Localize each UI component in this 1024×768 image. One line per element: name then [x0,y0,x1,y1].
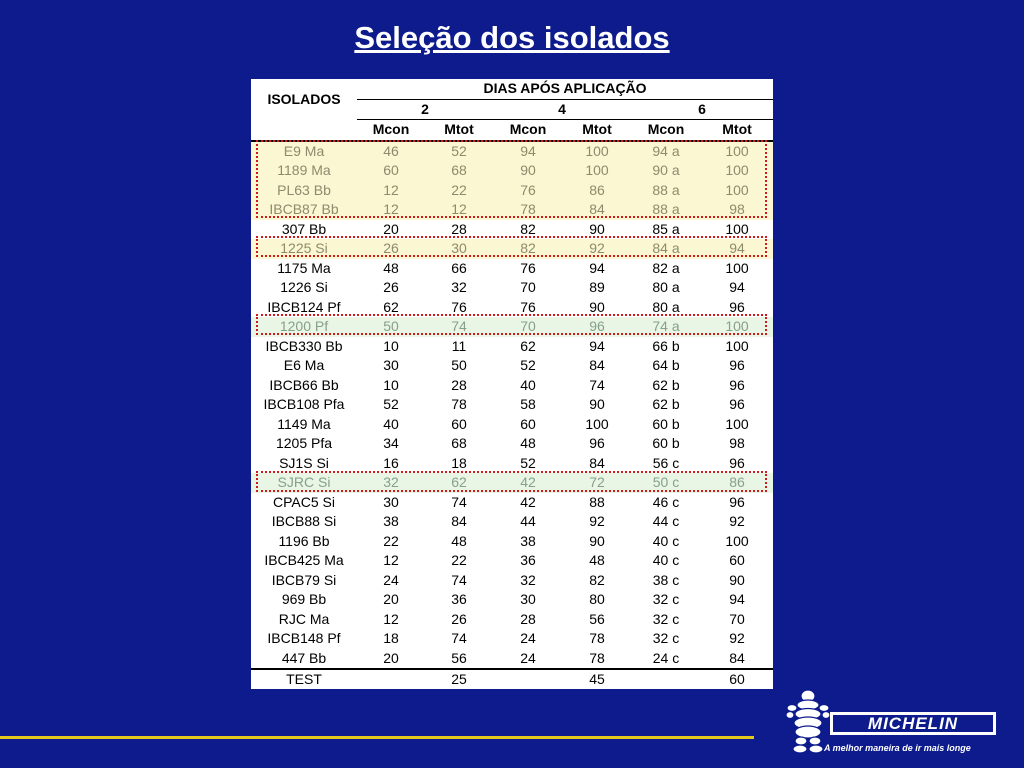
table-row [251,161,773,181]
value-cell: 22 [383,532,399,549]
isolate-name-cell: 1196 Bb [278,532,330,549]
value-cell [631,669,701,690]
isolate-name-cell: IBCB124 Pf [267,298,341,315]
value-cell: 84 [729,649,745,666]
table-row [251,551,773,571]
value-cell: 70 [493,317,563,337]
value-cell: 100 [725,220,749,237]
value-cell: 40 [383,415,399,432]
value-cell: 82 [493,239,563,259]
value-cell: 60 [729,552,745,568]
value-cell: 32 c [652,630,680,646]
test-row [251,669,773,690]
value-cell: 26 [451,610,467,627]
measure-header: Mcon [493,120,563,141]
header-row-days [251,79,773,99]
table-row [251,415,773,435]
value-cell: 100 [725,532,749,549]
value-cell: 24 [520,649,536,666]
value-cell: 36 [520,552,536,568]
table-row [251,493,773,513]
value-cell: 32 [520,571,536,588]
value-cell: 76 [493,181,563,201]
table-row [251,512,773,532]
table-row [251,141,773,162]
value-cell: 44 c [652,513,680,529]
value-cell: 24 [383,571,399,588]
isolate-name-cell: IBCB148 Pf [267,630,341,646]
value-cell: 96 [729,454,745,471]
value-cell: 76 [520,298,536,315]
value-cell: 10 [383,376,399,393]
michelin-tagline: A melhor maneira de ir mais longe [824,743,971,753]
table-row [251,278,773,298]
value-cell: 22 [425,181,493,201]
value-cell: 80 a [652,298,680,315]
value-cell: 60 [520,415,536,432]
value-cell: 94 [589,259,605,276]
value-cell: 62 b [652,396,680,412]
day-header: 6 [631,99,773,120]
table-row [251,317,773,337]
value-cell: 30 [425,239,493,259]
value-cell: 82 a [652,259,680,276]
value-cell: 96 [729,396,745,412]
value-cell: 52 [520,357,536,373]
table-row [251,434,773,454]
value-cell: 96 [729,298,745,315]
value-cell: 92 [729,513,745,529]
value-cell: 32 [451,279,467,295]
isolate-name-cell: PL63 Bb [251,181,357,201]
table-row [251,239,773,259]
value-cell: 78 [589,649,605,666]
value-cell: 96 [729,357,745,373]
value-cell: 38 [520,532,536,549]
value-cell: 90 [589,298,605,315]
michelin-wordmark-text: MICHELIN [833,715,993,732]
table-row [251,181,773,201]
value-cell: 30 [383,357,399,373]
value-cell: 12 [383,552,399,568]
table-row [251,532,773,552]
value-cell: 84 [451,513,467,529]
value-cell: 88 [589,493,605,510]
value-cell: 24 c [652,649,680,666]
value-cell: 78 [451,396,467,412]
michelin-logo [786,688,1000,758]
value-cell: 11 [451,337,467,354]
value-cell: 46 [357,141,425,162]
table-row [251,337,773,357]
value-cell: 20 [383,649,399,666]
value-cell: 96 [729,376,745,393]
value-cell: 34 [383,435,399,451]
value-cell: 100 [563,161,631,181]
value-cell: 82 [520,220,536,237]
value-cell: 90 [589,220,605,237]
day-header: 4 [493,99,631,120]
isolate-name-cell: SJ1S Si [279,454,329,471]
table-row [251,356,773,376]
value-cell: 32 [357,473,425,493]
value-cell: 60 b [652,435,680,451]
value-cell: 90 [729,571,745,588]
isolate-name-cell: 1205 Pfa [275,435,333,451]
table-row [251,200,773,220]
table-row [251,629,773,649]
value-cell: 90 [589,532,605,549]
value-cell: 72 [563,473,631,493]
value-cell: 66 [451,259,467,276]
day-header: 2 [357,99,493,120]
header-row-measures [251,120,773,141]
value-cell: 82 [589,571,605,588]
value-cell: 58 [520,396,536,412]
table-row [251,454,773,474]
measure-header: Mtot [425,120,493,141]
value-cell: 42 [520,493,536,510]
value-cell: 76 [451,298,467,315]
value-cell: 62 [425,473,493,493]
isolate-name-cell: 1149 Ma [277,415,331,432]
isolate-name-cell: IBCB425 Ma [264,552,344,568]
value-cell: 96 [563,317,631,337]
value-cell: 84 [589,357,605,373]
value-cell: 70 [520,279,536,295]
value-cell: 100 [563,141,631,162]
value-cell: 32 c [652,610,680,627]
isolate-name-cell: RJC Ma [278,610,330,627]
value-cell: 96 [729,493,745,510]
value-cell: 46 c [652,493,680,510]
value-cell: 44 [520,513,536,529]
value-cell: 16 [383,454,399,471]
value-cell: 80 [589,591,605,607]
table-row [251,571,773,591]
value-cell: 100 [701,317,773,337]
value-cell: 100 [725,415,749,432]
value-cell: 74 [451,493,467,510]
value-cell: 12 [425,200,493,220]
value-cell: 80 a [652,279,680,295]
value-cell: 38 [383,513,399,529]
value-cell: 28 [451,220,467,237]
value-cell: 74 [451,571,467,588]
value-cell: 90 a [631,161,701,181]
isolate-name-cell: TEST [251,669,357,690]
value-cell: 52 [425,141,493,162]
table-row [251,610,773,630]
table-body [251,141,773,690]
value-cell: 64 b [652,357,680,373]
value-cell: 60 [701,669,773,690]
table-row [251,298,773,318]
value-cell: 68 [425,161,493,181]
table-row [251,259,773,279]
isolate-name-cell: 969 Bb [281,591,327,607]
value-cell: 60 [357,161,425,181]
value-cell: 84 [563,200,631,220]
value-cell: 56 [589,610,605,627]
value-cell: 50 c [631,473,701,493]
value-cell: 94 a [631,141,701,162]
value-cell: 20 [383,591,399,607]
value-cell: 45 [563,669,631,690]
value-cell: 25 [425,669,493,690]
value-cell: 86 [701,473,773,493]
value-cell: 28 [451,376,467,393]
measure-header: Mtot [563,120,631,141]
table-row [251,473,773,493]
value-cell: 84 a [631,239,701,259]
value-cell: 18 [383,630,399,646]
measure-header: Mtot [701,120,773,141]
footer-divider-line [0,736,754,739]
value-cell: 85 a [652,220,680,237]
value-cell: 90 [493,161,563,181]
table-row [251,590,773,610]
value-cell: 52 [383,396,399,412]
isolate-name-cell: 447 Bb [281,649,327,666]
isolate-name-cell: E6 Ma [283,357,325,373]
value-cell: 92 [563,239,631,259]
isolate-name-cell: IBCB87 Bb [251,200,357,220]
value-cell: 76 [520,259,536,276]
measure-header: Mcon [357,120,425,141]
isolate-name-cell: E9 Ma [251,141,357,162]
value-cell: 78 [493,200,563,220]
value-cell: 40 [520,376,536,393]
value-cell: 98 [701,200,773,220]
michelin-wordmark [830,712,996,735]
value-cell: 92 [729,630,745,646]
value-cell: 62 b [652,376,680,393]
value-cell: 74 [589,376,605,393]
value-cell: 48 [520,435,536,451]
value-cell: 100 [725,259,749,276]
isolate-name-cell: IBCB66 Bb [269,376,339,393]
value-cell: 98 [729,435,745,451]
value-cell: 88 a [631,181,701,201]
value-cell: 88 a [631,200,701,220]
value-cell: 20 [383,220,399,237]
value-cell: 60 [451,415,467,432]
value-cell: 28 [520,610,536,627]
value-cell: 74 a [631,317,701,337]
isolate-name-cell: IBCB79 Si [271,571,337,588]
value-cell: 100 [701,141,773,162]
value-cell: 18 [451,454,467,471]
value-cell: 10 [383,337,399,354]
value-cell: 74 [425,317,493,337]
value-cell: 40 c [652,532,680,549]
value-cell: 66 b [652,337,680,354]
value-cell: 62 [520,337,536,354]
value-cell: 22 [451,552,467,568]
value-cell: 100 [701,181,773,201]
slide-title: Seleção dos isolados [354,20,670,55]
value-cell: 48 [383,259,399,276]
value-cell: 40 c [652,552,680,568]
value-cell: 30 [383,493,399,510]
value-cell: 52 [520,454,536,471]
value-cell: 84 [589,454,605,471]
isolate-name-cell: CPAC5 Si [273,493,335,510]
value-cell: 42 [493,473,563,493]
value-cell: 94 [729,279,745,295]
value-cell: 12 [357,181,425,201]
value-cell: 48 [589,552,605,568]
value-cell: 48 [451,532,467,549]
value-cell: 36 [451,591,467,607]
value-cell: 89 [589,279,605,295]
isolate-name-cell: IBCB330 Bb [265,337,343,354]
value-cell [357,669,425,690]
value-cell: 70 [729,610,745,627]
value-cell: 90 [589,396,605,412]
value-cell: 12 [357,200,425,220]
value-cell: 26 [383,279,399,295]
value-cell: 24 [520,630,536,646]
value-cell: 78 [589,630,605,646]
isolate-name-cell: 307 Bb [281,220,327,237]
value-cell: 94 [701,239,773,259]
value-cell: 50 [357,317,425,337]
value-cell: 30 [520,591,536,607]
isolados-header: ISOLADOS [267,90,341,107]
blank-header-cell [251,120,357,141]
value-cell: 56 [451,649,467,666]
value-cell: 38 c [652,571,680,588]
isolate-name-cell: 1225 Si [251,239,357,259]
isolate-name-cell: SJRC Si [251,473,357,493]
value-cell: 94 [729,591,745,607]
isolate-name-cell: 1189 Ma [251,161,357,181]
measure-header: Mcon [631,120,701,141]
value-cell: 94 [493,141,563,162]
value-cell: 50 [451,357,467,373]
table-row [251,649,773,670]
isolate-name-cell: IBCB88 Si [271,513,337,529]
value-cell: 62 [383,298,399,315]
isolate-name-cell: 1200 Pf [251,317,357,337]
value-cell: 26 [357,239,425,259]
results-table [251,79,773,690]
table-row [251,395,773,415]
isolate-name-cell: IBCB108 Pfa [263,396,345,412]
value-cell: 94 [589,337,605,354]
value-cell: 12 [383,610,399,627]
value-cell: 92 [589,513,605,529]
table-row [251,376,773,396]
value-cell: 100 [725,337,749,354]
value-cell: 100 [701,161,773,181]
value-cell: 100 [585,415,609,432]
days-after-application-header: DIAS APÓS APLICAÇÃO [357,79,773,99]
value-cell: 60 b [652,415,680,432]
value-cell: 96 [589,435,605,451]
table-row [251,220,773,240]
results-table-card [251,79,773,689]
value-cell: 56 c [652,454,680,471]
value-cell: 32 c [652,591,680,607]
value-cell: 74 [451,630,467,646]
value-cell: 68 [451,435,467,451]
isolate-name-cell: 1175 Ma [277,259,331,276]
value-cell: 86 [563,181,631,201]
isolate-name-cell: 1226 Si [280,279,328,295]
value-cell [493,669,563,690]
